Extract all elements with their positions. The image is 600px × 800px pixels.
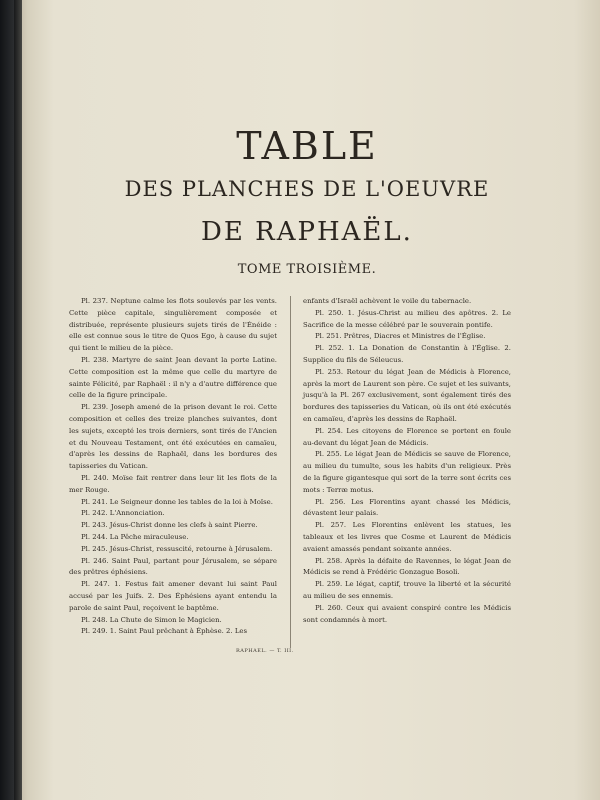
plate-entry: Pl. 258. Après la défaite de Ravennes, le légat Jean de Médicis se rend à Frédéric Gonzague Bosoli.: [303, 556, 511, 577]
plate-entry: Pl. 238. Martyre de saint Jean devant la porte Latine. Cette composition est la même que celle du martyre de sainte Félicité, par Raphaël : il n'y a d'autre différence que celle de la figure principale.: [69, 355, 277, 400]
plate-entry: Pl. 250. 1. Jésus-Christ au milieu des apôtres. 2. Le Sacrifice de la messe célébré par le souverain pontife.: [303, 308, 511, 329]
plate-entry: Pl. 242. L'Annonciation.: [81, 509, 165, 518]
plate-entry: Pl. 245. Jésus-Christ, ressuscité, retourne à Jérusalem.: [81, 544, 273, 553]
signature-mark: RAPHAEL. — T. III.: [236, 648, 294, 654]
plate-entry: Pl. 241. Le Seigneur donne les tables de la loi à Moïse.: [81, 497, 273, 506]
plate-entry: Pl. 252. 1. La Donation de Constantin à l'Église. 2. Supplice du fils de Séleucus.: [303, 344, 511, 364]
plate-entry: Pl. 254. Les citoyens de Florence se portent en foule au-devant du légat Jean de Médicis.: [303, 426, 511, 447]
column-divider: [290, 296, 291, 648]
plate-entry: Pl. 243. Jésus-Christ donne les clefs à saint Pierre.: [81, 521, 258, 530]
page-title: TABLE: [236, 124, 378, 168]
left-column: [69, 296, 277, 638]
plate-entry: Pl. 259. Le légat, captif, trouve la liberté et la sécurité au milieu de ses ennemis.: [303, 580, 511, 600]
plate-entry: Pl. 240. Moïse fait rentrer dans leur lit les flots de la mer Rouge.: [69, 473, 277, 494]
plate-entry: Pl. 255. Le légat Jean de Médicis se sauve de Florence, au milieu du tumulte, sous les habits d'un religieux. Près de la figure gigantesque qui sort de la terre sont écrits ces mots : Terræ motus.: [303, 450, 511, 494]
page-shadow: [14, 0, 22, 800]
plate-entry: Pl. 248. La Chute de Simon le Magicien.: [81, 615, 222, 624]
plate-entry: Pl. 253. Retour du légat Jean de Médicis à Florence, après la mort de Laurent son père. Ce sujet et les suivants, jusqu'à la Pl. 267 exclusivement, sont également tirés des bordures des tapisseries du Vatican, où ils ont été exécutés en camaïeu, d'après les dessins de Raphaël.: [303, 367, 511, 423]
plate-entry: Pl. 257. Les Florentins enlèvent les statues, les tableaux et les livres que Cosme et Laurent de Médicis avaient amassés pendant soixante années.: [303, 521, 511, 553]
plate-entry: Pl. 256. Les Florentins ayant chassé les Médicis, dévastent leur palais.: [303, 497, 511, 518]
plate-entry: Pl. 247. 1. Festus fait amener devant lui saint Paul accusé par les Juifs. 2. Des Éphésiens ayant entendu la parole de saint Paul, reçoivent le baptême.: [69, 580, 277, 612]
book-page: [14, 0, 600, 800]
plate-entry: Pl. 246. Saint Paul, partant pour Jérusalem, se sépare des prêtres éphésiens.: [69, 556, 277, 577]
plate-entry: Pl. 239. Joseph amené de la prison devant le roi. Cette composition et celles des treize planches suivantes, dont les sujets, excepté les trois derniers, sont tirés de l'Ancien et du Nouveau Testament, ont été exécutées en camaïeu, d'après les dessins de Raphaël, dans les bordures des tapisseries du Vatican.: [69, 403, 277, 471]
plate-entry: Pl. 237. Neptune calme les flots soulevés par les vents. Cette pièce capitale, singulièrement composée et distribuée, représente plusieurs sujets tirés de l'Énéide : elle est connue sous le titre de Quos Ego, à cause du sujet qui tient le milieu de la pièce.: [69, 297, 277, 353]
volume-label: TOME TROISIÈME.: [237, 262, 377, 277]
plate-entry: Pl. 260. Ceux qui avaient conspiré contre les Médicis sont condamnés à mort.: [303, 603, 511, 624]
plate-entry: Pl. 244. La Pêche miraculeuse.: [81, 532, 189, 541]
page-subtitle: DES PLANCHES DE L'OEUVRE: [124, 177, 490, 201]
artist-name: DE RAPHAËL.: [201, 217, 413, 247]
right-column: [303, 296, 511, 626]
plate-entry: Pl. 249. 1. Saint Paul prêchant à Éphèse. 2. Les: [81, 627, 248, 636]
plate-entry: enfants d'Israël achèvent le voile du tabernacle.: [303, 297, 472, 305]
plate-entry: Pl. 251. Prêtres, Diacres et Ministres de l'Église.: [315, 332, 486, 341]
